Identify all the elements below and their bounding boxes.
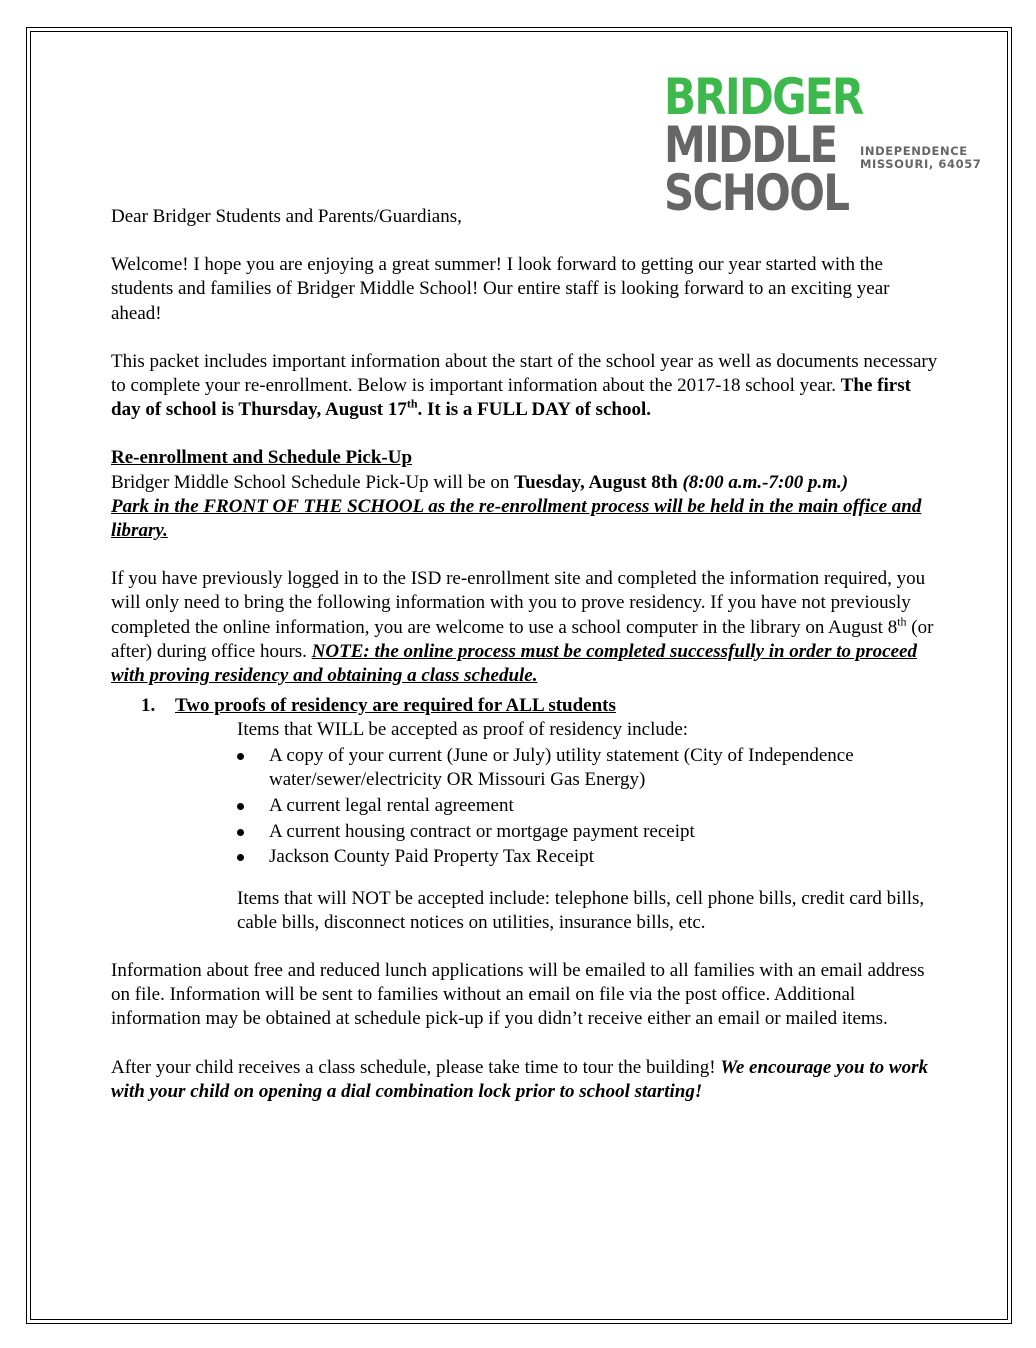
previous-login-paragraph: If you have previously logged in to the ISD re-enrollment site and completed the information required, you will only need to bring the following information with you to prove residency. If you have not previously completed the online information, you are welcome to use a school computer in the library on August 8th (or after) during office hours. NOTE: the online process must be completed successfully in order to proceed with proving residency and obtaining a class schedule. <box>111 568 934 687</box>
online-process-note: NOTE: the online process must be completed successfully in order to proceed with proving residency and obtaining a class schedule. <box>111 640 917 687</box>
list-item: Jackson County Paid Property Tax Receipt <box>237 845 941 869</box>
pickup-time: (8:00 a.m.-7:00 p.m.) <box>677 471 849 493</box>
park-note: Park in the FRONT OF THE SCHOOL as the re-enrollment process will be held in the main office and library. <box>111 495 922 542</box>
logo-line-middle: MIDDLE <box>664 116 837 174</box>
packet-text: This packet includes important information about the start of the school year as well as documents necessary to complete your re-enrollment. Below is important information about the 2017-18 school year. <box>111 350 938 397</box>
list-item: A copy of your current (June or July) utility statement (City of Independence water/sewer/electricity OR Missouri Gas Energy) <box>237 744 941 792</box>
bullet-icon <box>237 829 244 836</box>
residency-requirement <box>111 694 941 935</box>
logo-state-zip: MISSOURI, 64057 <box>860 157 982 171</box>
requirement-number: 1. <box>141 695 156 717</box>
salutation: Dear Bridger Students and Parents/Guardians, <box>111 206 462 227</box>
packet-paragraph <box>111 350 941 423</box>
bullet-icon <box>237 854 244 861</box>
logo-line-bridger: BRIDGER <box>664 68 863 126</box>
accepted-items-list <box>237 744 941 870</box>
list-item: A current legal rental agreement <box>237 794 941 818</box>
pickup-date: Tuesday, August 8th <box>514 471 678 493</box>
bullet-icon <box>237 753 244 760</box>
requirement-heading: Two proofs of residency are required for ALL students <box>175 695 616 717</box>
letter-body <box>111 205 941 1104</box>
list-item: A current housing contract or mortgage payment receipt <box>237 820 941 844</box>
lock-encouragement: We encourage you to work with your child on opening a dial combination lock prior to school starting! <box>111 1056 928 1102</box>
accepted-intro: Items that WILL be accepted as proof of residency include: <box>237 719 689 741</box>
logo-line-school: SCHOOL <box>664 164 849 222</box>
pickup-paragraph: Bridger Middle School Schedule Pick-Up will be on Tuesday, August 8th (8:00 a.m.-7:00 p.m.) Park in the FRONT OF THE SCHOOL as the re-enrollment process will be held in the main office and library. <box>111 471 922 542</box>
school-logo <box>664 68 994 223</box>
bullet-icon <box>237 803 244 810</box>
logo-city: INDEPENDENCE <box>860 144 968 158</box>
not-accepted-paragraph: Items that will NOT be accepted include: telephone bills, cell phone bills, credit card bills, cable bills, disconnect notices on utilities, insurance bills, etc. <box>237 887 925 933</box>
tour-paragraph: After your child receives a class schedule, please take time to tour the building! We encourage you to work with your child on opening a dial combination lock prior to school starting! <box>111 1056 928 1102</box>
lunch-info-paragraph: Information about free and reduced lunch applications will be emailed to all families with an email address on file. Information will be sent to families without an email on file via the post office. Additional information may be obtained at schedule pick-up if you didn’t receive either an email or mailed items. <box>111 960 925 1030</box>
first-day-text: The first day of school is Thursday, August 17th. It is a FULL DAY of school. <box>111 375 911 421</box>
welcome-paragraph: Welcome! I hope you are enjoying a great summer! I look forward to getting our year started with the students and families of Bridger Middle School! Our entire staff is looking forward to an exciting year ahead! <box>111 254 890 324</box>
reenrollment-heading: Re-enrollment and Schedule Pick-Up <box>111 447 413 469</box>
